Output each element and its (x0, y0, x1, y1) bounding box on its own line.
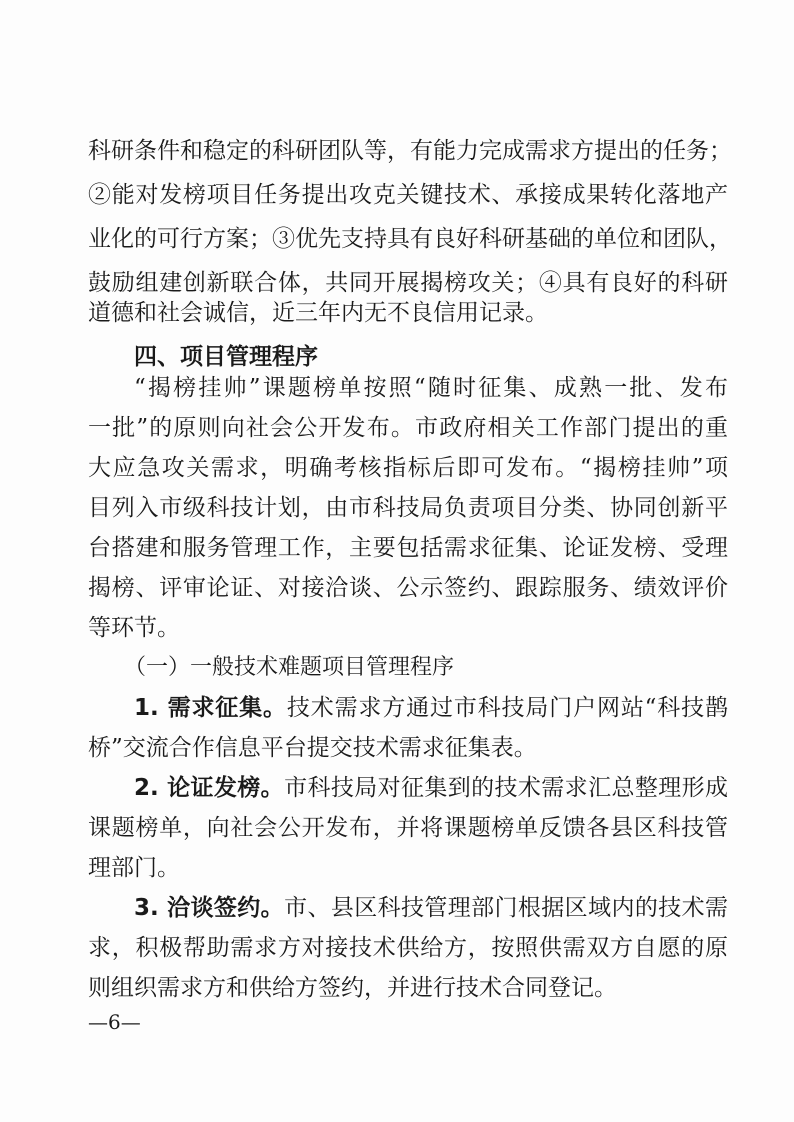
item-1-line-1 (134, 693, 728, 723)
item-3-text: 市、县区科技管理部门根据区域内的技术需 (284, 895, 729, 921)
item-2-line-1 (134, 773, 728, 803)
intro-line-4: 鼓励组建创新联合体，共同开展揭榜攻关；④具有良好的科研 (88, 270, 728, 296)
section-line-5: 台搭建和服务管理工作，主要包括需求征集、论证发榜、受理 (88, 535, 728, 561)
item-3-line-3: 则组织需求方和供给方签约，并进行技术合同登记。 (88, 975, 617, 1001)
section-line-4: 目列入市级科技计划，由市科技局负责项目分类、协同创新平 (88, 495, 728, 521)
intro-line-5: 道德和社会诚信，近三年内无不良信用记录。 (88, 300, 548, 326)
item-2-line-3: 理部门。 (88, 855, 180, 881)
item-3-line-1 (134, 893, 728, 923)
section-heading: 四、项目管理程序 (134, 344, 318, 370)
subsection-heading: （一）一般技术难题项目管理程序 (124, 655, 455, 680)
intro-line-1: 科研条件和稳定的科研团队等，有能力完成需求方提出的任务； (88, 138, 732, 164)
item-3-lead: 3. 洽谈签约。 (134, 895, 285, 921)
intro-line-3: 业化的可行方案；③优先支持具有良好科研基础的单位和团队， (88, 226, 732, 252)
item-2-text: 市科技局对征集到的技术需求汇总整理形成 (284, 775, 729, 801)
section-line-1: “揭榜挂帅”课题榜单按照“随时征集、成熟一批、发布 (134, 375, 728, 401)
item-1-text: 技术需求方通过市科技局门户网站“科技鹊 (286, 695, 728, 721)
section-line-2: 一批”的原则向社会公开发布。市政府相关工作部门提出的重 (88, 415, 728, 441)
page-number: —6— (88, 1010, 141, 1034)
item-3-line-2: 求，积极帮助需求方对接技术供给方，按照供需双方自愿的原 (88, 935, 728, 961)
intro-line-2: ②能对发榜项目任务提出攻克关键技术、承接成果转化落地产 (88, 182, 728, 208)
item-2-lead: 2. 论证发榜。 (134, 775, 285, 801)
item-1-line-2: 桥”交流合作信息平台提交技术需求征集表。 (88, 735, 537, 761)
section-line-6: 揭榜、评审论证、对接洽谈、公示签约、跟踪服务、绩效评价 (88, 575, 728, 601)
section-line-7: 等环节。 (88, 615, 180, 641)
item-2-line-2: 课题榜单，向社会公开发布，并将课题榜单反馈各县区科技管 (88, 815, 728, 841)
item-1-lead: 1. 需求征集。 (134, 695, 287, 721)
section-line-3: 大应急攻关需求，明确考核指标后即可发布。“揭榜挂帅”项 (88, 455, 728, 481)
